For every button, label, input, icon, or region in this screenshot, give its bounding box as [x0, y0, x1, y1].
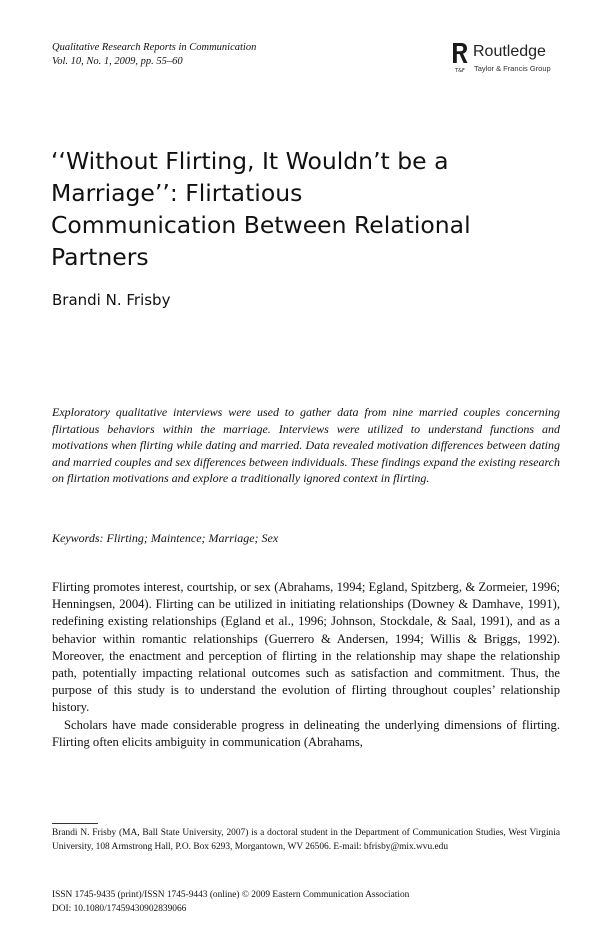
issn-line: ISSN 1745-9435 (print)/ISSN 1745-9443 (online) © 2009 Eastern Communication Association [52, 890, 410, 900]
author-footnote: Brandi N. Frisby (MA, Ball State University, 2007) is a doctoral student in the Department of Communication Studies, West Virginia University, 108 Armstrong Hall, P.O. Box 6293, Morgantown, WV 26506. E-mail: bfrisby@mix.wvu.edu [52, 828, 560, 852]
keywords: Keywords: Flirting; Maintence; Marriage; Sex [52, 531, 279, 545]
publisher-logo [452, 42, 564, 76]
article-author: Brandi N. Frisby [52, 291, 171, 309]
article-title: ‘‘Without Flirting, It Wouldn’t be a Marriage’’: Flirtatious Communication Between Relational Partners [51, 147, 471, 271]
body-paragraph: Flirting promotes interest, courtship, or sex (Abrahams, 1994; Egland, Spitzberg, & Zormeier, 1996; Henningsen, 2004). Flirting can be utilized in initiating relationships (Downey & Damhave, 1991), redefining existing relationships (Egland et al., 1996; Johnson, Stockdale, & Saal, 1991), and as a behavior within romantic relationships (Guerrero & Andersen, 1994; Willis & Briggs, 1992). Moreover, the enactment and perception of flirting in the relationship may shape the relationship path, potentially impacting relational outcomes such as satisfaction and commitment. Thus, the purpose of this study is to understand the evolution of flirting throughout couples’ relationship history. [52, 580, 560, 715]
publisher-subtitle: Taylor & Francis Group [474, 64, 551, 73]
volume-info: Vol. 10, No. 1, 2009, pp. 55–60 [52, 56, 183, 67]
article-body [52, 579, 560, 751]
journal-name: Qualitative Research Reports in Communication [52, 42, 257, 53]
svg-text:T&F: T&F [455, 68, 465, 74]
publication-info [52, 888, 409, 916]
footnote-divider [52, 823, 98, 824]
routledge-r-icon [452, 42, 468, 75]
body-paragraph: Scholars have made considerable progress in delineating the underlying dimensions of flirting. Flirting often elicits ambiguity in communication (Abrahams, [52, 717, 560, 749]
abstract: Exploratory qualitative interviews were used to gather data from nine married couples concerning flirtatious behaviors within the marriage. Interviews were utilized to understand functions and motivations when flirting while dating and married. Data revealed motivation differences between dating and married couples and sex differences between individuals. These findings expand the existing research on flirtation motivations and explore a traditionally ignored context in flirting. [52, 405, 560, 486]
doi-line: DOI: 10.1080/17459430902839066 [52, 904, 187, 914]
publisher-name: Routledge [473, 43, 546, 60]
journal-citation [52, 41, 256, 69]
